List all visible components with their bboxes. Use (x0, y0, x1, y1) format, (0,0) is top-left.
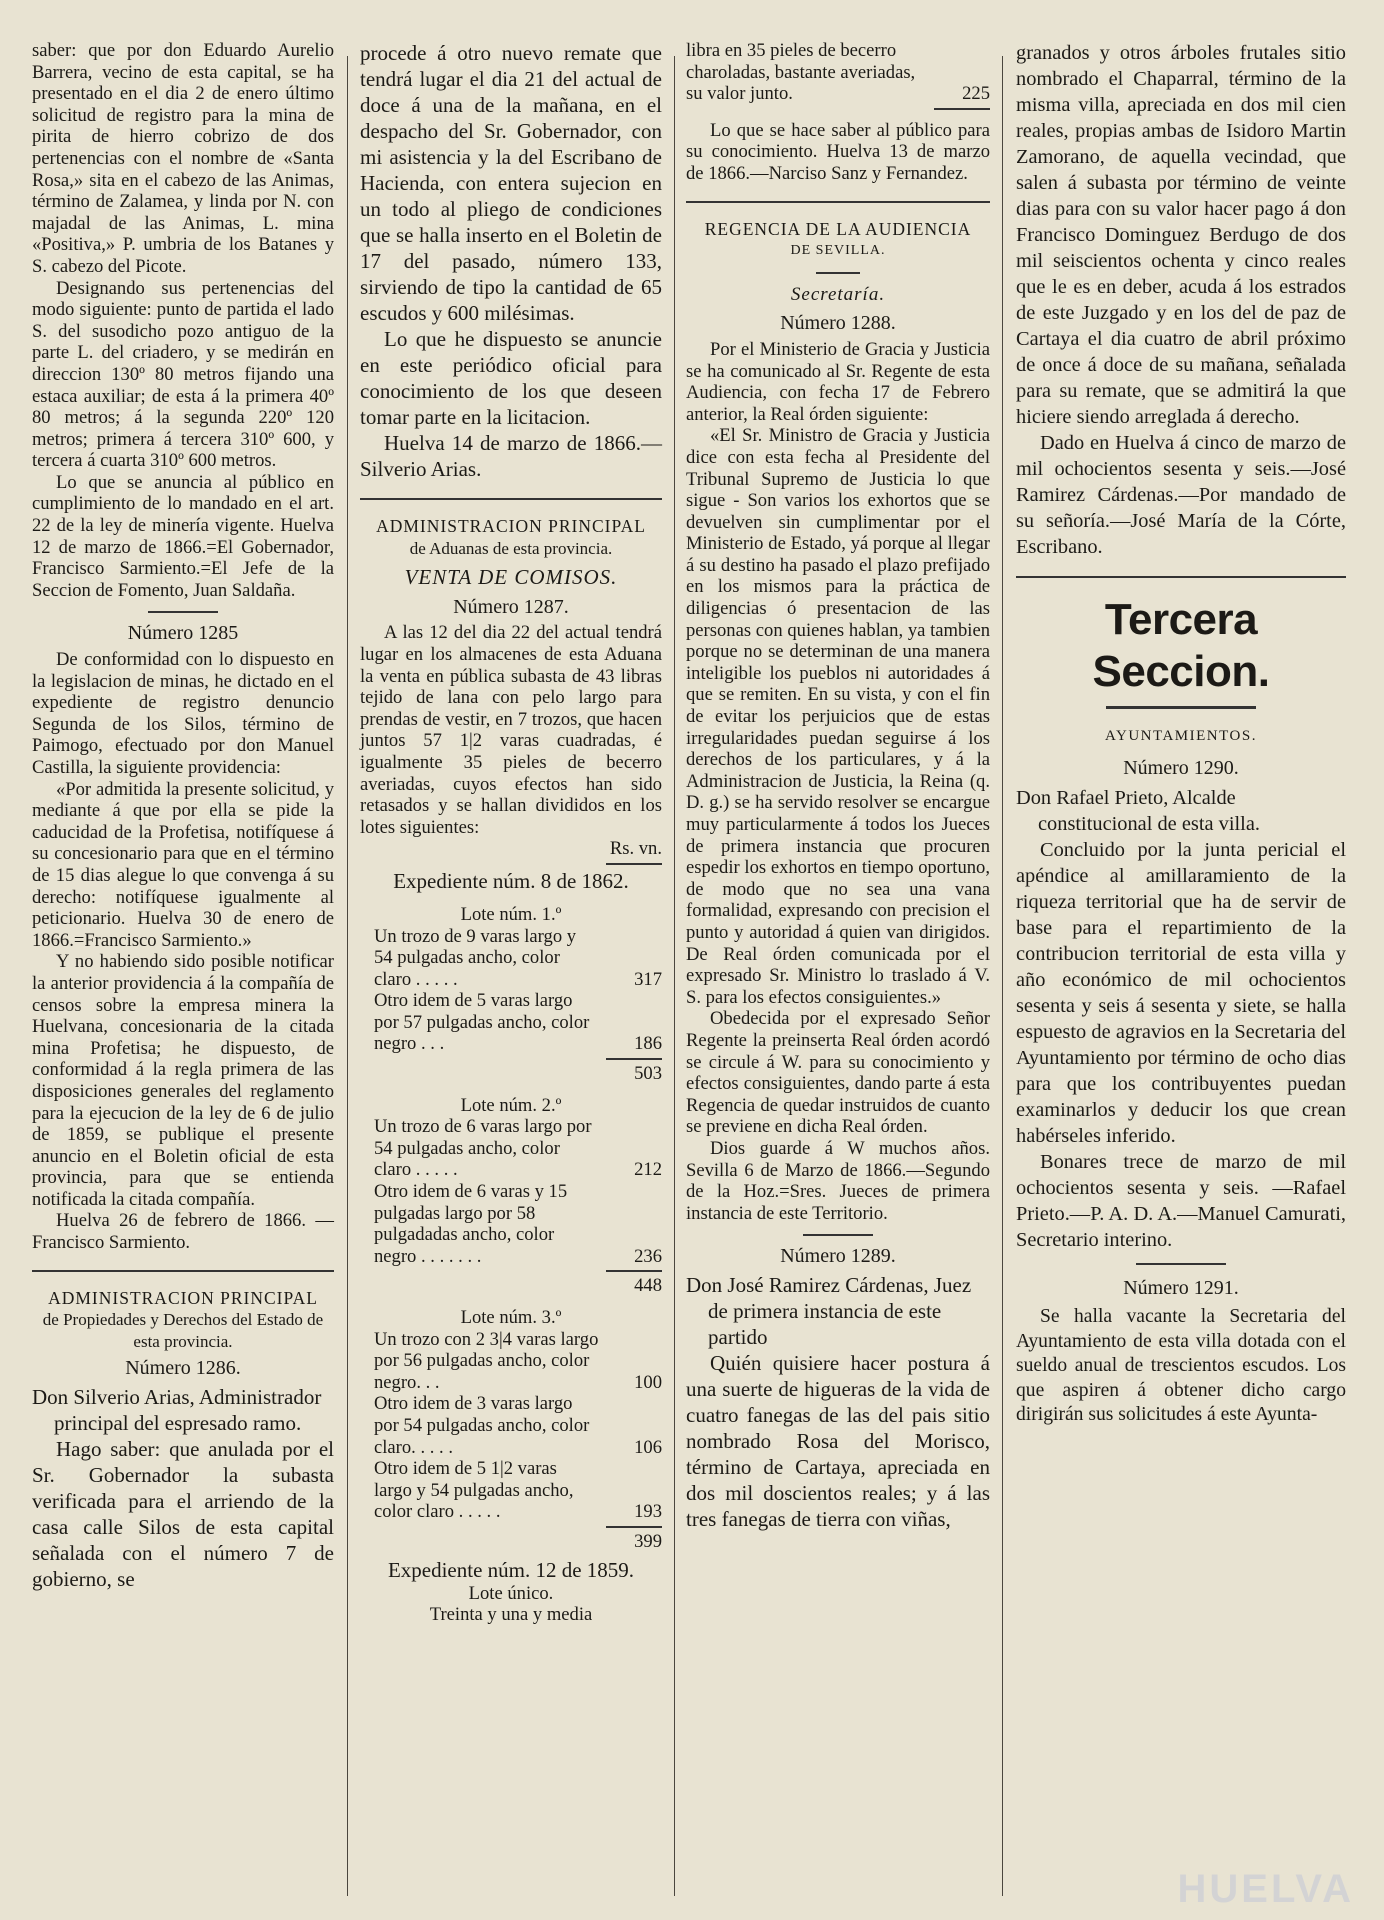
expedient-title: Expediente núm. 12 de 1859. (387, 1557, 635, 1582)
lot-value: 186 (634, 1033, 662, 1055)
notice-author: Don Rafael Prieto, Alcalde constitucional de esta villa. (1016, 787, 1260, 835)
lot-title: Lote núm. 3.º (460, 1307, 562, 1328)
paragraph: Por el Ministerio de Gracia y Justicia se ha comunicado al Sr. Regente de esta Audiencia, con fecha 17 de Febrero anterior, la Real órden siguiente: (686, 338, 990, 425)
notice-number: Número 1288. (780, 312, 896, 335)
lot-title: Lote núm. 1.º (460, 903, 562, 925)
section-subheading: de Aduanas de esta provincia. (409, 538, 613, 558)
column-3 (686, 40, 990, 1532)
lot-text: Otro idem de 6 varas y 15 pulgadas largo por 58 pulgadadas ancho, color negro . . . . . . . (374, 1181, 568, 1267)
column-rule (674, 56, 675, 1896)
notice-number: Número 1289. (780, 1245, 896, 1268)
separator (606, 1058, 662, 1060)
lot-value: 236 (634, 1245, 662, 1267)
separator (816, 272, 860, 274)
lot-line (360, 990, 662, 1055)
section-title: Tercera Seccion. (1092, 595, 1270, 696)
signature: Lo que se hace saber al público para su conocimiento. Huelva 13 de marzo de 1866.—Narciso Sanz y Fernandez. (686, 119, 990, 184)
notice-number: Número 1287. (453, 595, 569, 618)
notice-number: Número 1285 (127, 622, 239, 645)
paragraph: «Por admitida la presente solicitud, y mediante á que por ella se pide la caducidad de la Profetisa, notifíquese á su concesionario para que en el término de 15 dias alegue lo que convenga á su derecho: notifíquese igualmente al peticionario. Huelva 30 de enero de 1866.=Francisco Sarmiento.» (32, 778, 334, 951)
notice-number: Número 1290. (1123, 757, 1239, 779)
notice-author: Don Silverio Arias, Administrador principal del espresado ramo. (32, 1385, 322, 1436)
expedient-title: Expediente núm. 8 de 1862. (393, 868, 629, 893)
separator (1136, 1263, 1226, 1265)
paragraph: Dios guarde á W muchos años. Sevilla 6 de Marzo de 1866.—Segundo de la Hoz.=Sres. Jueces de primera instancia de este Territorio. (686, 1137, 990, 1224)
paragraph: procede á otro nuevo remate que tendrá lugar el dia 21 del actual de doce á una de la mañana, en el despacho del Sr. Gobernador, con mi asistencia y la del Escribano de Hacienda, con entera sujecion en un todo al pliego de condiciones que se halla inserto en el Boletin de 17 del pasado, número 133, sirviendo de tipo la cantidad de 65 escudos y 600 milésimas. (360, 41, 662, 325)
lot-value: 317 (634, 968, 662, 990)
lot-value: 193 (634, 1501, 662, 1523)
paragraph: De conformidad con lo dispuesto en la legislacion de minas, he dictado en el expediente de registro denuncio Segunda de los Silos, término de Paimogo, efectuado por don Manuel Castilla, la siguiente providencia: (32, 649, 334, 778)
lot-text: Un trozo de 6 varas largo por 54 pulgadas ancho, color claro . . . . . (374, 1116, 592, 1181)
paragraph: Lo que se anuncia al público en cumplimiento de lo mandado en el art. 22 de la ley de minería vigente. Huelva 12 de marzo de 1866.=El Gobernador, Francisco Sarmiento.=El Jefe de la Seccion de Fomento, Juan Saldaña. (32, 471, 334, 601)
lot-line (360, 1329, 662, 1394)
lot-value: 106 (634, 1436, 662, 1458)
paragraph: Designando sus pertenencias del modo siguiente: punto de partida el lado S. del susodicho pozo antiguo de la parte L. del criadero, y se medirán en direccion 130º 80 metros fijando una estaca auxiliar; de esta á la primera 40º 80 metros; á la segunda 220º 120 metros; primera á tercera 310º 600, y tercera á cuarta 310º 600 metros. (32, 277, 334, 472)
lot-value: 225 (962, 83, 990, 105)
lot-title: Lote único. (468, 1582, 554, 1604)
lot-text: Otro idem de 5 1|2 varas largo y 54 pulgadas ancho, color claro . . . . . (374, 1458, 574, 1523)
lot-total: 503 (634, 1063, 662, 1085)
separator (606, 863, 662, 865)
currency-header: Rs. vn. (609, 838, 662, 860)
lot-line (686, 40, 990, 105)
paragraph: granados y otros árboles frutales sitio nombrado el Chaparral, término de la misma villa, apreciada en dos mil cien reales, propias ambas de Isidoro Martin Zamorano, de aquella vecindad, que salen á subasta por término de veinte dias para con su valor hacer pago á don Francisco Dominguez Berdugo de dos mil seiscientos ochenta y cinco reales que le es en deber, acuda á los estrados de este Juzgado y en los del de paz de Cartaya el dia cuatro de abril próximo de once á doce de su mañana, señalada para su remate, que se admitirá la que hiciere siendo arreglada á derecho. (1016, 42, 1346, 428)
paragraph: Obedecida por el expresado Señor Regente la preinserta Real órden acordó se circule á W. para su conocimiento y efectos consiguientes, dando parte á esta Regencia de quedar instruidos de cuanto se previene en dicha Real órden. (686, 1008, 990, 1138)
lot-2-items (360, 1116, 662, 1267)
lot-text: Un trozo de 9 varas largo y 54 pulgadas ancho, color claro . . . . . (374, 925, 577, 990)
separator (360, 498, 662, 500)
paragraph: A las 12 del dia 22 del actual tendrá lugar en los almacenes de esta Aduana la venta en pública subasta de 43 libras tejido de lana con pelo largo para prendas de vestir, en 7 trozos, que hacen juntos 57 1|2 varas cuadradas, é igualmente 35 pieles de becerro averiadas, cuyos efectos han sido retasados y se hallan divididos en los lotes siguientes: (360, 622, 662, 838)
lot-text: Un trozo con 2 3|4 varas largo por 56 pulgadas ancho, color negro. . . (374, 1328, 599, 1393)
separator (606, 1526, 662, 1528)
lot-line (360, 1458, 662, 1523)
separator (686, 201, 990, 203)
paragraph: «El Sr. Ministro de Gracia y Justicia dice con esta fecha al Presidente del Tribunal Supremo de Justicia lo que sigue - Son varios los exhortos que se devuelven sin cumplimentar por el Ministerio de Estado, yá porque al llegar á su destino ha pasado el plazo prefijado en los mismos para la práctica de diligencias ó presentacion de las personas con quienes hablan, ya tambien porque no se determinan de una manera inteligible los pueblos ni autoridades á que se remiten. En su vista, y con el fin de evitar los perjuicios que de estas irregularidades puedan seguirse á los derechos de los particulares, y á la Administracion de Justicia, la Reina (q. D. g.) se ha servido resolver se encargue muy particularmente á todos los Jueces de primera instancia que procuren espedir los exhortos en tiempo oportuno, de modo que no sea una vana formalidad, expresando con precision el punto y autoridad á quien van dirigidos. De Real órden comunicada por el expresado Sr. Ministro lo traslado á V. S. para los efectos consiguientes.» (686, 425, 990, 1008)
lot-value: 212 (634, 1159, 662, 1181)
paragraph: Lo que he dispuesto se anuncie en este periódico oficial para conocimiento de los que deseen tomar parte en la licitacion. (360, 327, 662, 429)
signature: Huelva 14 de marzo de 1866.—Silverio Arias. (360, 431, 662, 481)
watermark: HUELVA (1177, 1867, 1354, 1911)
separator (32, 1270, 334, 1272)
column-4 (1016, 40, 1346, 1428)
section-subheading: de Propiedades y Derechos del Estado de esta provincia. (42, 1310, 324, 1351)
paragraph: Quién quisiere hacer postura á una suerte de higueras de la vida de cuatro fanegas de las del pais sitio nombrado Rosa del Morisco, término de Cartaya, apreciada en dos mil doscientos reales; y á las tres fanegas de tierra con viñas, (686, 1350, 990, 1531)
separator (148, 611, 218, 613)
lot-line (360, 1116, 662, 1181)
lot-line (360, 926, 662, 991)
lot-text: Otro idem de 5 varas largo por 57 pulgadas ancho, color negro . . . (374, 990, 590, 1055)
lot-line (360, 1393, 662, 1458)
paragraph: Se halla vacante la Secretaria del Ayuntamiento de esta villa dotada con el sueldo anual de trescientos escudos. Los que aspiren á obtener dicho cargo dirigirán sus solicitudes á este Ayunta- (1016, 1306, 1346, 1425)
mining-notice-intro: saber: que por don Eduardo Aurelio Barrera, vecino de esta capital, se ha presentado en el dia 2 de enero último solicitud de registro para la mina de pirita de hierro cobrizo de dos pertenencias con el nombre de «Santa Rosa,» sita en el cabezo de las Animas, término de Zalamea, y linda por N. con majadal de las Animas, L. mina «Positiva,» P. umbria de los Batanes y S. cabezo del Picote. (32, 40, 334, 277)
lot-total: 399 (634, 1530, 662, 1552)
column-rule (1002, 56, 1003, 1896)
paragraph: Hago saber: que anulada por el Sr. Gobernador la subasta verificada para el arriendo de la casa calle Silos de esta capital señalada con el número 7 de gobierno, se (32, 1437, 334, 1592)
section-heading: REGENCIA DE LA AUDIENCIA (704, 218, 972, 239)
lot-total: 448 (634, 1275, 662, 1297)
separator (606, 1270, 662, 1272)
lot-value: 100 (634, 1371, 662, 1393)
lot-title: Lote núm. 2.º (460, 1094, 562, 1116)
separator (1016, 576, 1346, 578)
lot-text: libra en 35 pieles de becerro charoladas, bastante averiadas, su valor junto. (686, 40, 916, 105)
ornament-rule (1106, 706, 1256, 709)
section-heading: ADMINISTRACION PRINCIPAL (48, 1287, 318, 1308)
lot-line (360, 1181, 662, 1267)
section-heading: ADMINISTRACION PRINCIPAL (376, 516, 646, 536)
section-subheading: DE SEVILLA. (790, 243, 886, 259)
lot-1-items (360, 926, 662, 1056)
column-rule (347, 56, 348, 1896)
office-title: Secretaría. (790, 283, 886, 305)
section-heading: AYUNTAMIENTOS. (1105, 728, 1257, 744)
column-1 (32, 40, 334, 1592)
notice-author: Don José Ramirez Cárdenas, Juez de primera instancia de este partido (686, 1272, 972, 1349)
paragraph: Concluido por la junta pericial el apéndice al amillaramiento de la riqueza territorial que ha de servir de base para el repartimiento de la contribucion territorial de esta villa y año económico de mil ochocientos sesenta y seis á sesenta y siete, se halla espuesto de agravios en la Secretaria del Ayuntamiento por término de ocho dias para que los contribuyentes puedan examinarlos y deducir los que crean habérseles inferido. (1016, 839, 1346, 1147)
paragraph: Y no habiendo sido posible notificar la anterior providencia á la compañía de censos sobre la empresa minera la Huelvana, concesionaria de la citada mina Profetisa; he dispuesto, de conformidad á la regla primera de las disposiciones generales del reglamento para la ejecucion de la ley de 6 de julio de 1859, se publique el presente anuncio en el Boletin oficial de esta provincia, para que se entienda notificada la citada compañía. (32, 951, 334, 1210)
signature: Dado en Huelva á cinco de marzo de mil ochocientos sesenta y seis.—José Ramirez Cárdenas.—Por mandado de su señoría.—José María de la Córte, Escribano. (1016, 432, 1346, 558)
paragraph: Treinta y una y media (429, 1604, 593, 1626)
lot-text: Otro idem de 3 varas largo por 54 pulgadas ancho, color claro. . . . . (374, 1393, 590, 1458)
sale-title: VENTA DE COMISOS. (404, 565, 618, 590)
signature: Huelva 26 de febrero de 1866. —Francisco Sarmiento. (32, 1210, 334, 1254)
separator (803, 1234, 873, 1236)
notice-number: Número 1286. (125, 1357, 241, 1380)
signature: Bonares trece de marzo de mil ochocientos sesenta y seis. —Rafael Prieto.—P. A. D. A.—Manuel Camurati, Secretario interino. (1016, 1151, 1346, 1251)
lot-3-items (360, 1329, 662, 1523)
separator (934, 108, 990, 110)
notice-number: Número 1291. (1123, 1277, 1239, 1299)
column-2 (360, 40, 662, 1626)
